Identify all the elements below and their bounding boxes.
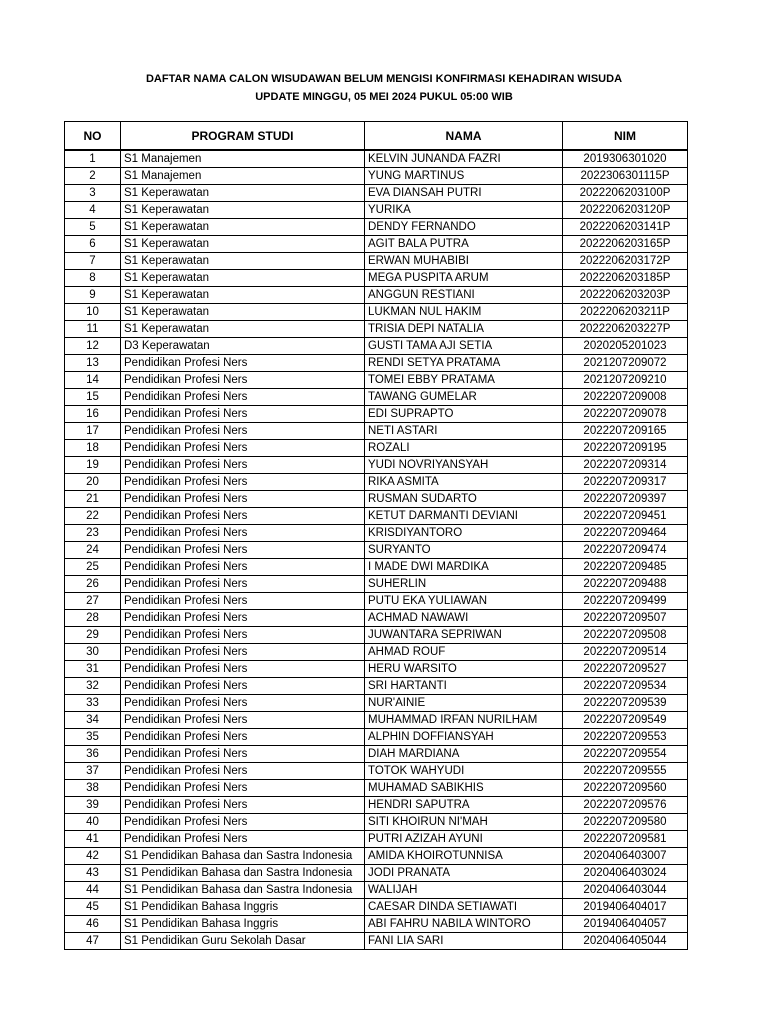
cell-nim: 2020406405044 bbox=[563, 933, 688, 950]
cell-name: ANGGUN RESTIANI bbox=[365, 287, 563, 304]
cell-no: 20 bbox=[65, 474, 121, 491]
table-row bbox=[65, 355, 688, 372]
cell-no: 44 bbox=[65, 882, 121, 899]
cell-nim: 2022207209508 bbox=[563, 627, 688, 644]
table-row bbox=[65, 150, 688, 168]
cell-no: 34 bbox=[65, 712, 121, 729]
cell-nim: 2021207209072 bbox=[563, 355, 688, 372]
cell-program: S1 Keperawatan bbox=[121, 287, 365, 304]
cell-program: S1 Pendidikan Bahasa Inggris bbox=[121, 899, 365, 916]
cell-no: 6 bbox=[65, 236, 121, 253]
cell-nim: 2022207209507 bbox=[563, 610, 688, 627]
cell-name: AHMAD ROUF bbox=[365, 644, 563, 661]
table-row bbox=[65, 202, 688, 219]
cell-nim: 2019406404017 bbox=[563, 899, 688, 916]
cell-name: HERU WARSITO bbox=[365, 661, 563, 678]
cell-no: 39 bbox=[65, 797, 121, 814]
cell-no: 5 bbox=[65, 219, 121, 236]
cell-no: 1 bbox=[65, 150, 121, 168]
cell-name: TOMEI EBBY PRATAMA bbox=[365, 372, 563, 389]
cell-name: DIAH MARDIANA bbox=[365, 746, 563, 763]
table-row bbox=[65, 916, 688, 933]
cell-nim: 2021207209210 bbox=[563, 372, 688, 389]
cell-name: EVA DIANSAH PUTRI bbox=[365, 185, 563, 202]
cell-no: 28 bbox=[65, 610, 121, 627]
cell-nim: 2022207209317 bbox=[563, 474, 688, 491]
cell-program: Pendidikan Profesi Ners bbox=[121, 389, 365, 406]
cell-program: Pendidikan Profesi Ners bbox=[121, 355, 365, 372]
table-body bbox=[65, 150, 688, 950]
cell-program: Pendidikan Profesi Ners bbox=[121, 746, 365, 763]
cell-no: 38 bbox=[65, 780, 121, 797]
cell-name: RUSMAN SUDARTO bbox=[365, 491, 563, 508]
cell-nim: 2022206203165P bbox=[563, 236, 688, 253]
cell-no: 31 bbox=[65, 661, 121, 678]
cell-program: Pendidikan Profesi Ners bbox=[121, 372, 365, 389]
cell-nim: 2020406403044 bbox=[563, 882, 688, 899]
table-row bbox=[65, 712, 688, 729]
cell-no: 16 bbox=[65, 406, 121, 423]
cell-no: 43 bbox=[65, 865, 121, 882]
table-row bbox=[65, 814, 688, 831]
cell-name: DENDY FERNANDO bbox=[365, 219, 563, 236]
cell-no: 18 bbox=[65, 440, 121, 457]
cell-nim: 2022207209514 bbox=[563, 644, 688, 661]
cell-name: JODI PRANATA bbox=[365, 865, 563, 882]
cell-nim: 2022206203211P bbox=[563, 304, 688, 321]
cell-no: 47 bbox=[65, 933, 121, 950]
cell-no: 21 bbox=[65, 491, 121, 508]
cell-program: Pendidikan Profesi Ners bbox=[121, 559, 365, 576]
table-row bbox=[65, 610, 688, 627]
cell-nim: 2022207209451 bbox=[563, 508, 688, 525]
cell-name: GUSTI TAMA AJI SETIA bbox=[365, 338, 563, 355]
cell-program: Pendidikan Profesi Ners bbox=[121, 593, 365, 610]
cell-no: 7 bbox=[65, 253, 121, 270]
cell-nim: 2022207209560 bbox=[563, 780, 688, 797]
cell-name: RENDI SETYA PRATAMA bbox=[365, 355, 563, 372]
cell-no: 15 bbox=[65, 389, 121, 406]
cell-name: SRI HARTANTI bbox=[365, 678, 563, 695]
cell-no: 10 bbox=[65, 304, 121, 321]
cell-no: 45 bbox=[65, 899, 121, 916]
table-row bbox=[65, 797, 688, 814]
table-row bbox=[65, 457, 688, 474]
cell-program: Pendidikan Profesi Ners bbox=[121, 712, 365, 729]
cell-nim: 2022207209499 bbox=[563, 593, 688, 610]
cell-name: SITI KHOIRUN NI'MAH bbox=[365, 814, 563, 831]
table-row bbox=[65, 321, 688, 338]
table-row bbox=[65, 491, 688, 508]
table-row bbox=[65, 780, 688, 797]
cell-no: 35 bbox=[65, 729, 121, 746]
cell-nim: 2022207209464 bbox=[563, 525, 688, 542]
cell-no: 8 bbox=[65, 270, 121, 287]
cell-name: SUHERLIN bbox=[365, 576, 563, 593]
cell-name: KRISDIYANTORO bbox=[365, 525, 563, 542]
cell-name: ROZALI bbox=[365, 440, 563, 457]
column-header-name: NAMA bbox=[365, 122, 563, 151]
cell-program: Pendidikan Profesi Ners bbox=[121, 678, 365, 695]
table-row bbox=[65, 287, 688, 304]
cell-nim: 2022206203100P bbox=[563, 185, 688, 202]
cell-nim: 2022207209539 bbox=[563, 695, 688, 712]
cell-no: 33 bbox=[65, 695, 121, 712]
cell-no: 4 bbox=[65, 202, 121, 219]
table-row bbox=[65, 831, 688, 848]
cell-name: NUR'AINIE bbox=[365, 695, 563, 712]
cell-program: Pendidikan Profesi Ners bbox=[121, 576, 365, 593]
cell-no: 24 bbox=[65, 542, 121, 559]
cell-program: S1 Keperawatan bbox=[121, 185, 365, 202]
cell-no: 13 bbox=[65, 355, 121, 372]
cell-no: 42 bbox=[65, 848, 121, 865]
cell-nim: 2019306301020 bbox=[563, 150, 688, 168]
cell-no: 9 bbox=[65, 287, 121, 304]
cell-program: S1 Pendidikan Bahasa dan Sastra Indonesia bbox=[121, 865, 365, 882]
cell-no: 12 bbox=[65, 338, 121, 355]
table-row bbox=[65, 525, 688, 542]
cell-program: S1 Keperawatan bbox=[121, 304, 365, 321]
cell-name: SURYANTO bbox=[365, 542, 563, 559]
cell-no: 2 bbox=[65, 168, 121, 185]
cell-no: 11 bbox=[65, 321, 121, 338]
cell-nim: 2022206203203P bbox=[563, 287, 688, 304]
cell-program: Pendidikan Profesi Ners bbox=[121, 457, 365, 474]
cell-nim: 2022206203120P bbox=[563, 202, 688, 219]
cell-name: ACHMAD NAWAWI bbox=[365, 610, 563, 627]
cell-program: S1 Keperawatan bbox=[121, 236, 365, 253]
cell-no: 3 bbox=[65, 185, 121, 202]
cell-nim: 2022207209314 bbox=[563, 457, 688, 474]
cell-name: PUTRI AZIZAH AYUNI bbox=[365, 831, 563, 848]
cell-no: 46 bbox=[65, 916, 121, 933]
table-row bbox=[65, 508, 688, 525]
cell-no: 14 bbox=[65, 372, 121, 389]
cell-no: 41 bbox=[65, 831, 121, 848]
cell-nim: 2022207209474 bbox=[563, 542, 688, 559]
cell-name: NETI ASTARI bbox=[365, 423, 563, 440]
document-title: DAFTAR NAMA CALON WISUDAWAN BELUM MENGISI KONFIRMASI KEHADIRAN WISUDA bbox=[145, 73, 623, 85]
cell-program: Pendidikan Profesi Ners bbox=[121, 610, 365, 627]
cell-program: Pendidikan Profesi Ners bbox=[121, 508, 365, 525]
table-row bbox=[65, 185, 688, 202]
cell-name: MEGA PUSPITA ARUM bbox=[365, 270, 563, 287]
table-row bbox=[65, 627, 688, 644]
cell-program: S1 Pendidikan Bahasa dan Sastra Indonesia bbox=[121, 882, 365, 899]
cell-name: YUDI NOVRIYANSYAH bbox=[365, 457, 563, 474]
cell-name: WALIJAH bbox=[365, 882, 563, 899]
cell-nim: 2022206203172P bbox=[563, 253, 688, 270]
cell-name: TAWANG GUMELAR bbox=[365, 389, 563, 406]
cell-no: 37 bbox=[65, 763, 121, 780]
table-row bbox=[65, 644, 688, 661]
cell-no: 32 bbox=[65, 678, 121, 695]
cell-nim: 2022207209581 bbox=[563, 831, 688, 848]
table-row bbox=[65, 338, 688, 355]
cell-nim: 2022207209554 bbox=[563, 746, 688, 763]
cell-nim: 2022207209553 bbox=[563, 729, 688, 746]
table-row bbox=[65, 848, 688, 865]
cell-program: Pendidikan Profesi Ners bbox=[121, 474, 365, 491]
cell-program: S1 Keperawatan bbox=[121, 202, 365, 219]
cell-nim: 2019406404057 bbox=[563, 916, 688, 933]
cell-no: 17 bbox=[65, 423, 121, 440]
cell-program: Pendidikan Profesi Ners bbox=[121, 406, 365, 423]
cell-name: PUTU EKA YULIAWAN bbox=[365, 593, 563, 610]
cell-name: HENDRI SAPUTRA bbox=[365, 797, 563, 814]
cell-name: EDI SUPRAPTO bbox=[365, 406, 563, 423]
cell-program: Pendidikan Profesi Ners bbox=[121, 423, 365, 440]
table-row bbox=[65, 933, 688, 950]
cell-nim: 2022207209008 bbox=[563, 389, 688, 406]
cell-program: S1 Manajemen bbox=[121, 150, 365, 168]
cell-program: S1 Keperawatan bbox=[121, 270, 365, 287]
cell-nim: 2022207209576 bbox=[563, 797, 688, 814]
cell-program: S1 Keperawatan bbox=[121, 321, 365, 338]
table-row bbox=[65, 168, 688, 185]
column-header-program: PROGRAM STUDI bbox=[121, 122, 365, 151]
cell-name: JUWANTARA SEPRIWAN bbox=[365, 627, 563, 644]
table-row bbox=[65, 389, 688, 406]
table-row bbox=[65, 542, 688, 559]
cell-name: FANI LIA SARI bbox=[365, 933, 563, 950]
cell-name: AGIT BALA PUTRA bbox=[365, 236, 563, 253]
cell-nim: 2022206203141P bbox=[563, 219, 688, 236]
cell-program: S1 Pendidikan Bahasa dan Sastra Indonesia bbox=[121, 848, 365, 865]
table-row bbox=[65, 406, 688, 423]
table-row bbox=[65, 219, 688, 236]
cell-program: S1 Pendidikan Bahasa Inggris bbox=[121, 916, 365, 933]
cell-name: MUHAMAD SABIKHIS bbox=[365, 780, 563, 797]
cell-name: YURIKA bbox=[365, 202, 563, 219]
column-header-no: NO bbox=[65, 122, 121, 151]
cell-program: Pendidikan Profesi Ners bbox=[121, 797, 365, 814]
cell-name: TRISIA DEPI NATALIA bbox=[365, 321, 563, 338]
cell-name: ABI FAHRU NABILA WINTORO bbox=[365, 916, 563, 933]
cell-name: TOTOK WAHYUDI bbox=[365, 763, 563, 780]
table-row bbox=[65, 423, 688, 440]
cell-program: Pendidikan Profesi Ners bbox=[121, 644, 365, 661]
table-row bbox=[65, 474, 688, 491]
table-row bbox=[65, 746, 688, 763]
cell-nim: 2022207209527 bbox=[563, 661, 688, 678]
table-row bbox=[65, 236, 688, 253]
cell-nim: 2022207209195 bbox=[563, 440, 688, 457]
cell-no: 19 bbox=[65, 457, 121, 474]
cell-no: 22 bbox=[65, 508, 121, 525]
document-header bbox=[0, 70, 768, 106]
cell-nim: 2022207209549 bbox=[563, 712, 688, 729]
cell-nim: 2022207209485 bbox=[563, 559, 688, 576]
cell-no: 30 bbox=[65, 644, 121, 661]
cell-nim: 2020205201023 bbox=[563, 338, 688, 355]
table-row bbox=[65, 304, 688, 321]
table-row bbox=[65, 899, 688, 916]
cell-name: KETUT DARMANTI DEVIANI bbox=[365, 508, 563, 525]
table-row bbox=[65, 372, 688, 389]
graduate-candidates-table bbox=[64, 121, 688, 950]
cell-name: RIKA ASMITA bbox=[365, 474, 563, 491]
cell-program: Pendidikan Profesi Ners bbox=[121, 814, 365, 831]
cell-name: YUNG MARTINUS bbox=[365, 168, 563, 185]
cell-program: Pendidikan Profesi Ners bbox=[121, 780, 365, 797]
cell-nim: 2022207209580 bbox=[563, 814, 688, 831]
cell-program: S1 Keperawatan bbox=[121, 219, 365, 236]
cell-no: 25 bbox=[65, 559, 121, 576]
cell-name: I MADE DWI MARDIKA bbox=[365, 559, 563, 576]
cell-nim: 2020406403007 bbox=[563, 848, 688, 865]
cell-program: Pendidikan Profesi Ners bbox=[121, 831, 365, 848]
cell-name: CAESAR DINDA SETIAWATI bbox=[365, 899, 563, 916]
document-subtitle: UPDATE MINGGU, 05 MEI 2024 PUKUL 05:00 WIB bbox=[255, 91, 513, 103]
cell-nim: 2022206203227P bbox=[563, 321, 688, 338]
cell-name: MUHAMMAD IRFAN NURILHAM bbox=[365, 712, 563, 729]
cell-nim: 2022207209397 bbox=[563, 491, 688, 508]
cell-no: 23 bbox=[65, 525, 121, 542]
cell-name: LUKMAN NUL HAKIM bbox=[365, 304, 563, 321]
cell-program: Pendidikan Profesi Ners bbox=[121, 525, 365, 542]
cell-program: Pendidikan Profesi Ners bbox=[121, 627, 365, 644]
cell-nim: 2022207209534 bbox=[563, 678, 688, 695]
cell-no: 27 bbox=[65, 593, 121, 610]
cell-program: Pendidikan Profesi Ners bbox=[121, 491, 365, 508]
cell-program: D3 Keperawatan bbox=[121, 338, 365, 355]
cell-name: AMIDA KHOIROTUNNISA bbox=[365, 848, 563, 865]
table-row bbox=[65, 253, 688, 270]
table-row bbox=[65, 865, 688, 882]
table-row bbox=[65, 440, 688, 457]
cell-program: S1 Keperawatan bbox=[121, 253, 365, 270]
table-row bbox=[65, 678, 688, 695]
cell-name: ERWAN MUHABIBI bbox=[365, 253, 563, 270]
cell-name: ALPHIN DOFFIANSYAH bbox=[365, 729, 563, 746]
cell-nim: 2022207209555 bbox=[563, 763, 688, 780]
cell-program: S1 Manajemen bbox=[121, 168, 365, 185]
cell-no: 40 bbox=[65, 814, 121, 831]
cell-name: KELVIN JUNANDA FAZRI bbox=[365, 150, 563, 168]
table-row bbox=[65, 576, 688, 593]
table-header-row bbox=[65, 122, 688, 151]
table-row bbox=[65, 882, 688, 899]
cell-program: Pendidikan Profesi Ners bbox=[121, 763, 365, 780]
table-row bbox=[65, 559, 688, 576]
cell-nim: 2022207209488 bbox=[563, 576, 688, 593]
cell-nim: 2022207209165 bbox=[563, 423, 688, 440]
cell-program: Pendidikan Profesi Ners bbox=[121, 542, 365, 559]
table-row bbox=[65, 593, 688, 610]
cell-program: Pendidikan Profesi Ners bbox=[121, 729, 365, 746]
cell-nim: 2022207209078 bbox=[563, 406, 688, 423]
cell-program: Pendidikan Profesi Ners bbox=[121, 440, 365, 457]
table-row bbox=[65, 270, 688, 287]
cell-program: Pendidikan Profesi Ners bbox=[121, 661, 365, 678]
cell-no: 36 bbox=[65, 746, 121, 763]
cell-no: 29 bbox=[65, 627, 121, 644]
table-row bbox=[65, 695, 688, 712]
cell-nim: 2020406403024 bbox=[563, 865, 688, 882]
cell-program: S1 Pendidikan Guru Sekolah Dasar bbox=[121, 933, 365, 950]
cell-program: Pendidikan Profesi Ners bbox=[121, 695, 365, 712]
table-row bbox=[65, 729, 688, 746]
column-header-nim: NIM bbox=[563, 122, 688, 151]
cell-nim: 2022306301115P bbox=[563, 168, 688, 185]
table-row bbox=[65, 661, 688, 678]
table-row bbox=[65, 763, 688, 780]
cell-nim: 2022206203185P bbox=[563, 270, 688, 287]
cell-no: 26 bbox=[65, 576, 121, 593]
